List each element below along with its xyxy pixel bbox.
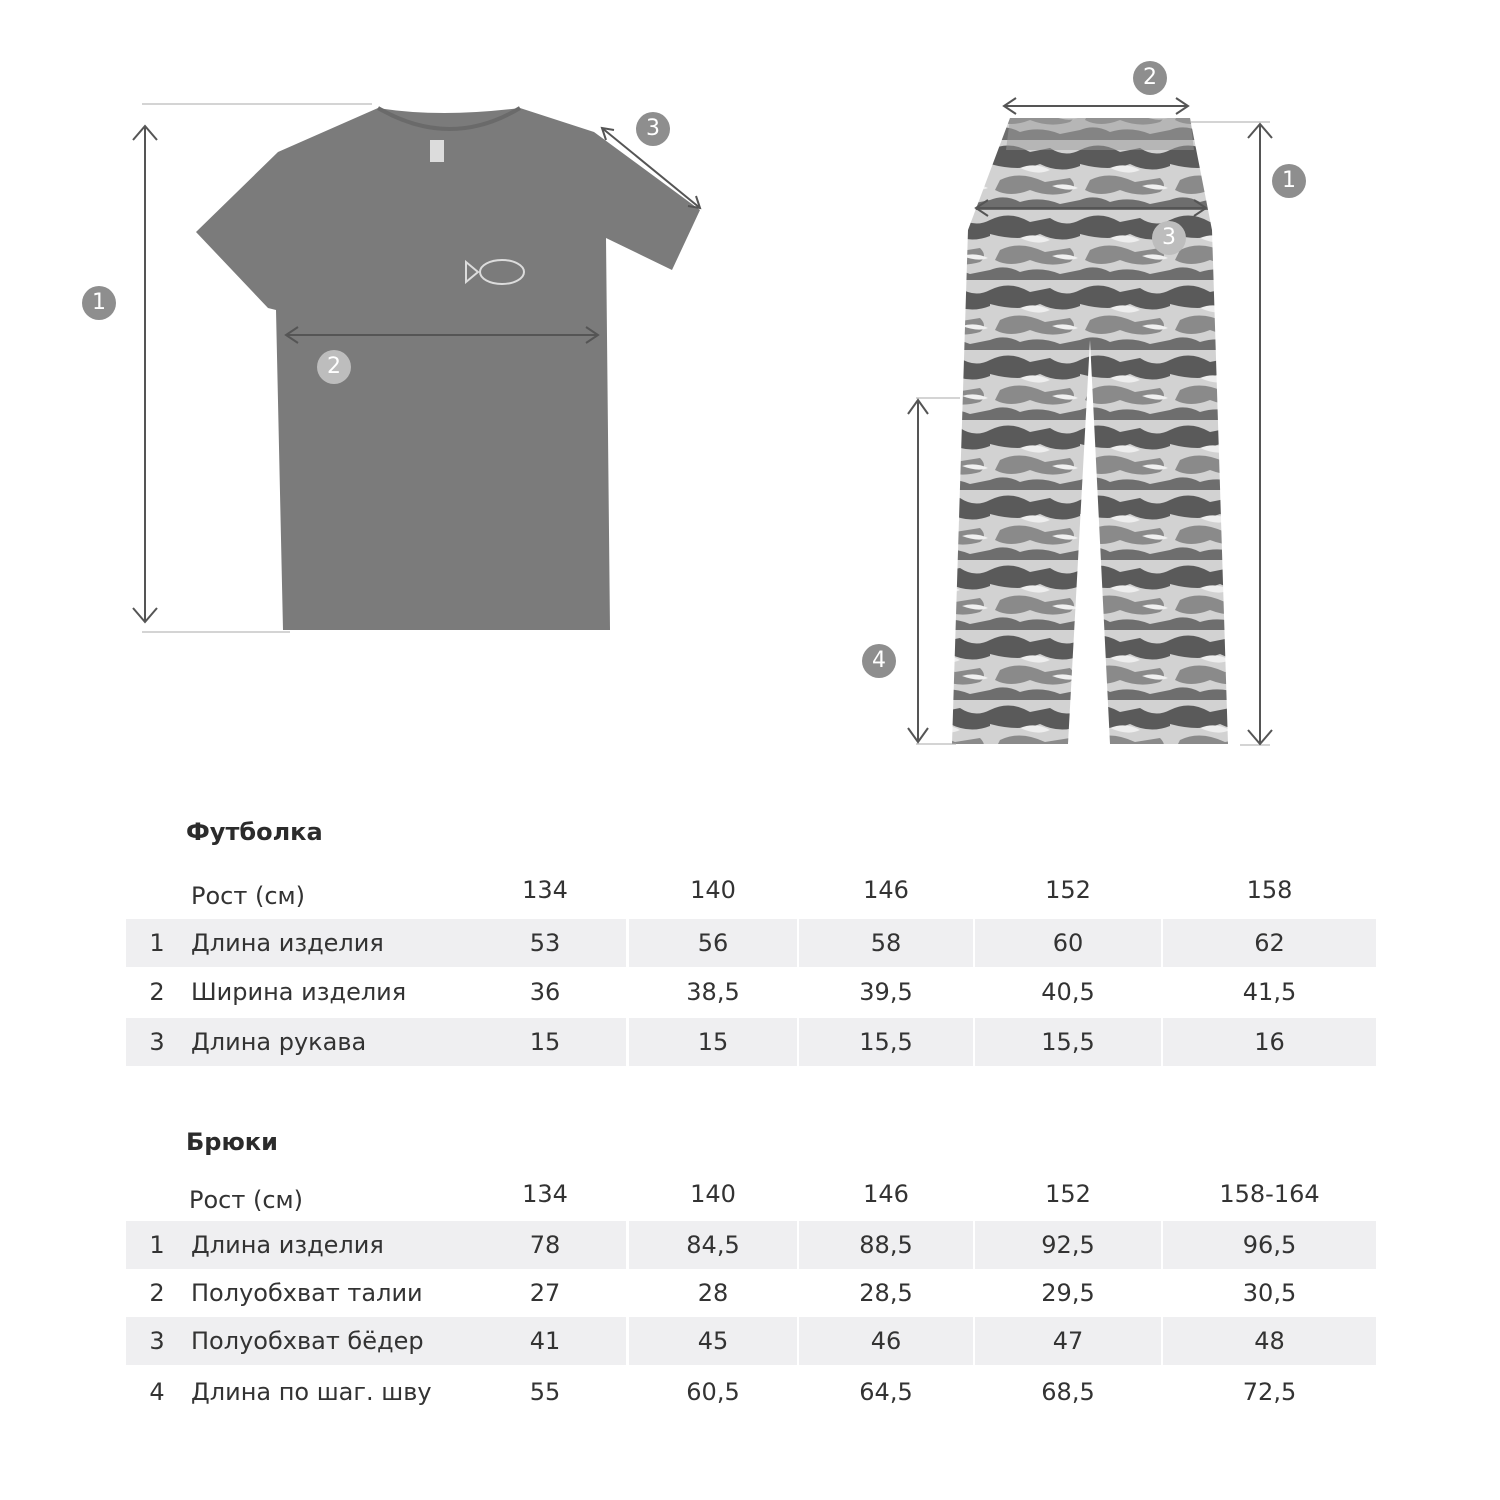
tshirt-header-label: Рост (см) — [191, 882, 305, 910]
row-number: 1 — [149, 929, 165, 957]
row-value: 56 — [697, 929, 729, 957]
row-value: 55 — [529, 1378, 561, 1406]
table-row — [126, 1317, 1376, 1365]
row-value: 60 — [1052, 929, 1084, 957]
row-value: 41 — [529, 1327, 561, 1355]
row-value: 53 — [529, 929, 561, 957]
row-value: 92,5 — [1041, 1231, 1095, 1259]
table-row — [126, 919, 1376, 967]
row-value: 15 — [529, 1028, 561, 1056]
row-value: 58 — [870, 929, 902, 957]
row-label: Длина рукава — [191, 1028, 367, 1056]
row-value: 28,5 — [859, 1279, 913, 1307]
tshirt-marker-sleeve: 3 — [636, 112, 670, 146]
pants-table-title: Брюки — [186, 1128, 278, 1156]
row-value: 64,5 — [859, 1378, 913, 1406]
row-number: 2 — [149, 978, 165, 1006]
row-label: Полуобхват талии — [191, 1279, 423, 1307]
row-label: Полуобхват бёдер — [191, 1327, 424, 1355]
row-value: 84,5 — [686, 1231, 740, 1259]
tshirt-marker-width: 2 — [317, 350, 351, 384]
row-value: 88,5 — [859, 1231, 913, 1259]
pants-size-2: 140 — [690, 1180, 736, 1208]
row-value: 96,5 — [1242, 1231, 1297, 1259]
tshirt-size-5: 158 — [1246, 876, 1293, 904]
pants-header-row — [126, 1170, 1376, 1218]
row-value: 48 — [1254, 1327, 1285, 1355]
row-label: Ширина изделия — [191, 978, 407, 1006]
row-number: 4 — [149, 1378, 165, 1406]
pants-marker-hips: 3 — [1152, 221, 1186, 255]
row-value: 15,5 — [859, 1028, 913, 1056]
row-value: 45 — [697, 1327, 729, 1355]
row-value: 41,5 — [1242, 978, 1297, 1006]
table-row — [126, 1269, 1376, 1317]
row-value: 39,5 — [859, 978, 913, 1006]
row-value: 28 — [697, 1279, 729, 1307]
table-row — [126, 1221, 1376, 1269]
row-value: 16 — [1254, 1028, 1285, 1056]
pants-size-5: 158-164 — [1219, 1180, 1320, 1208]
tshirt-size-3: 146 — [863, 876, 909, 904]
row-value: 46 — [870, 1327, 902, 1355]
row-label: Длина изделия — [191, 1231, 384, 1259]
tshirt-size-1: 134 — [522, 876, 568, 904]
table-row — [126, 1368, 1376, 1416]
pants-marker-length: 1 — [1272, 164, 1306, 198]
tshirt-header-row — [126, 866, 1376, 914]
row-value: 72,5 — [1242, 1378, 1297, 1406]
row-value: 78 — [529, 1231, 561, 1259]
pants-shape — [952, 118, 1228, 744]
tshirt-size-2: 140 — [690, 876, 736, 904]
row-value: 47 — [1052, 1327, 1084, 1355]
tshirt-table-title: Футболка — [186, 818, 323, 846]
row-value: 36 — [529, 978, 561, 1006]
pants-header-label: Рост (см) — [189, 1186, 303, 1214]
row-value: 60,5 — [686, 1378, 740, 1406]
row-number: 1 — [149, 1231, 165, 1259]
pants-marker-inseam: 4 — [862, 644, 896, 678]
tshirt-shape — [196, 108, 700, 630]
row-value: 27 — [529, 1279, 561, 1307]
pants-size-3: 146 — [863, 1180, 909, 1208]
tshirt-size-4: 152 — [1045, 876, 1091, 904]
row-value: 29,5 — [1041, 1279, 1095, 1307]
table-row — [126, 1018, 1376, 1066]
row-number: 2 — [149, 1279, 165, 1307]
row-number: 3 — [149, 1028, 165, 1056]
row-value: 15,5 — [1041, 1028, 1095, 1056]
pants-size-4: 152 — [1045, 1180, 1091, 1208]
pants-marker-waist: 2 — [1133, 61, 1167, 95]
tshirt-marker-length: 1 — [82, 286, 116, 320]
row-value: 40,5 — [1041, 978, 1095, 1006]
row-value: 68,5 — [1041, 1378, 1095, 1406]
row-value: 30,5 — [1242, 1279, 1297, 1307]
row-number: 3 — [149, 1327, 165, 1355]
row-value: 38,5 — [686, 978, 740, 1006]
row-value: 15 — [697, 1028, 729, 1056]
pants-size-1: 134 — [522, 1180, 568, 1208]
row-label: Длина изделия — [191, 929, 384, 957]
row-label: Длина по шаг. шву — [191, 1378, 432, 1406]
table-row — [126, 968, 1376, 1016]
row-value: 62 — [1254, 929, 1285, 957]
